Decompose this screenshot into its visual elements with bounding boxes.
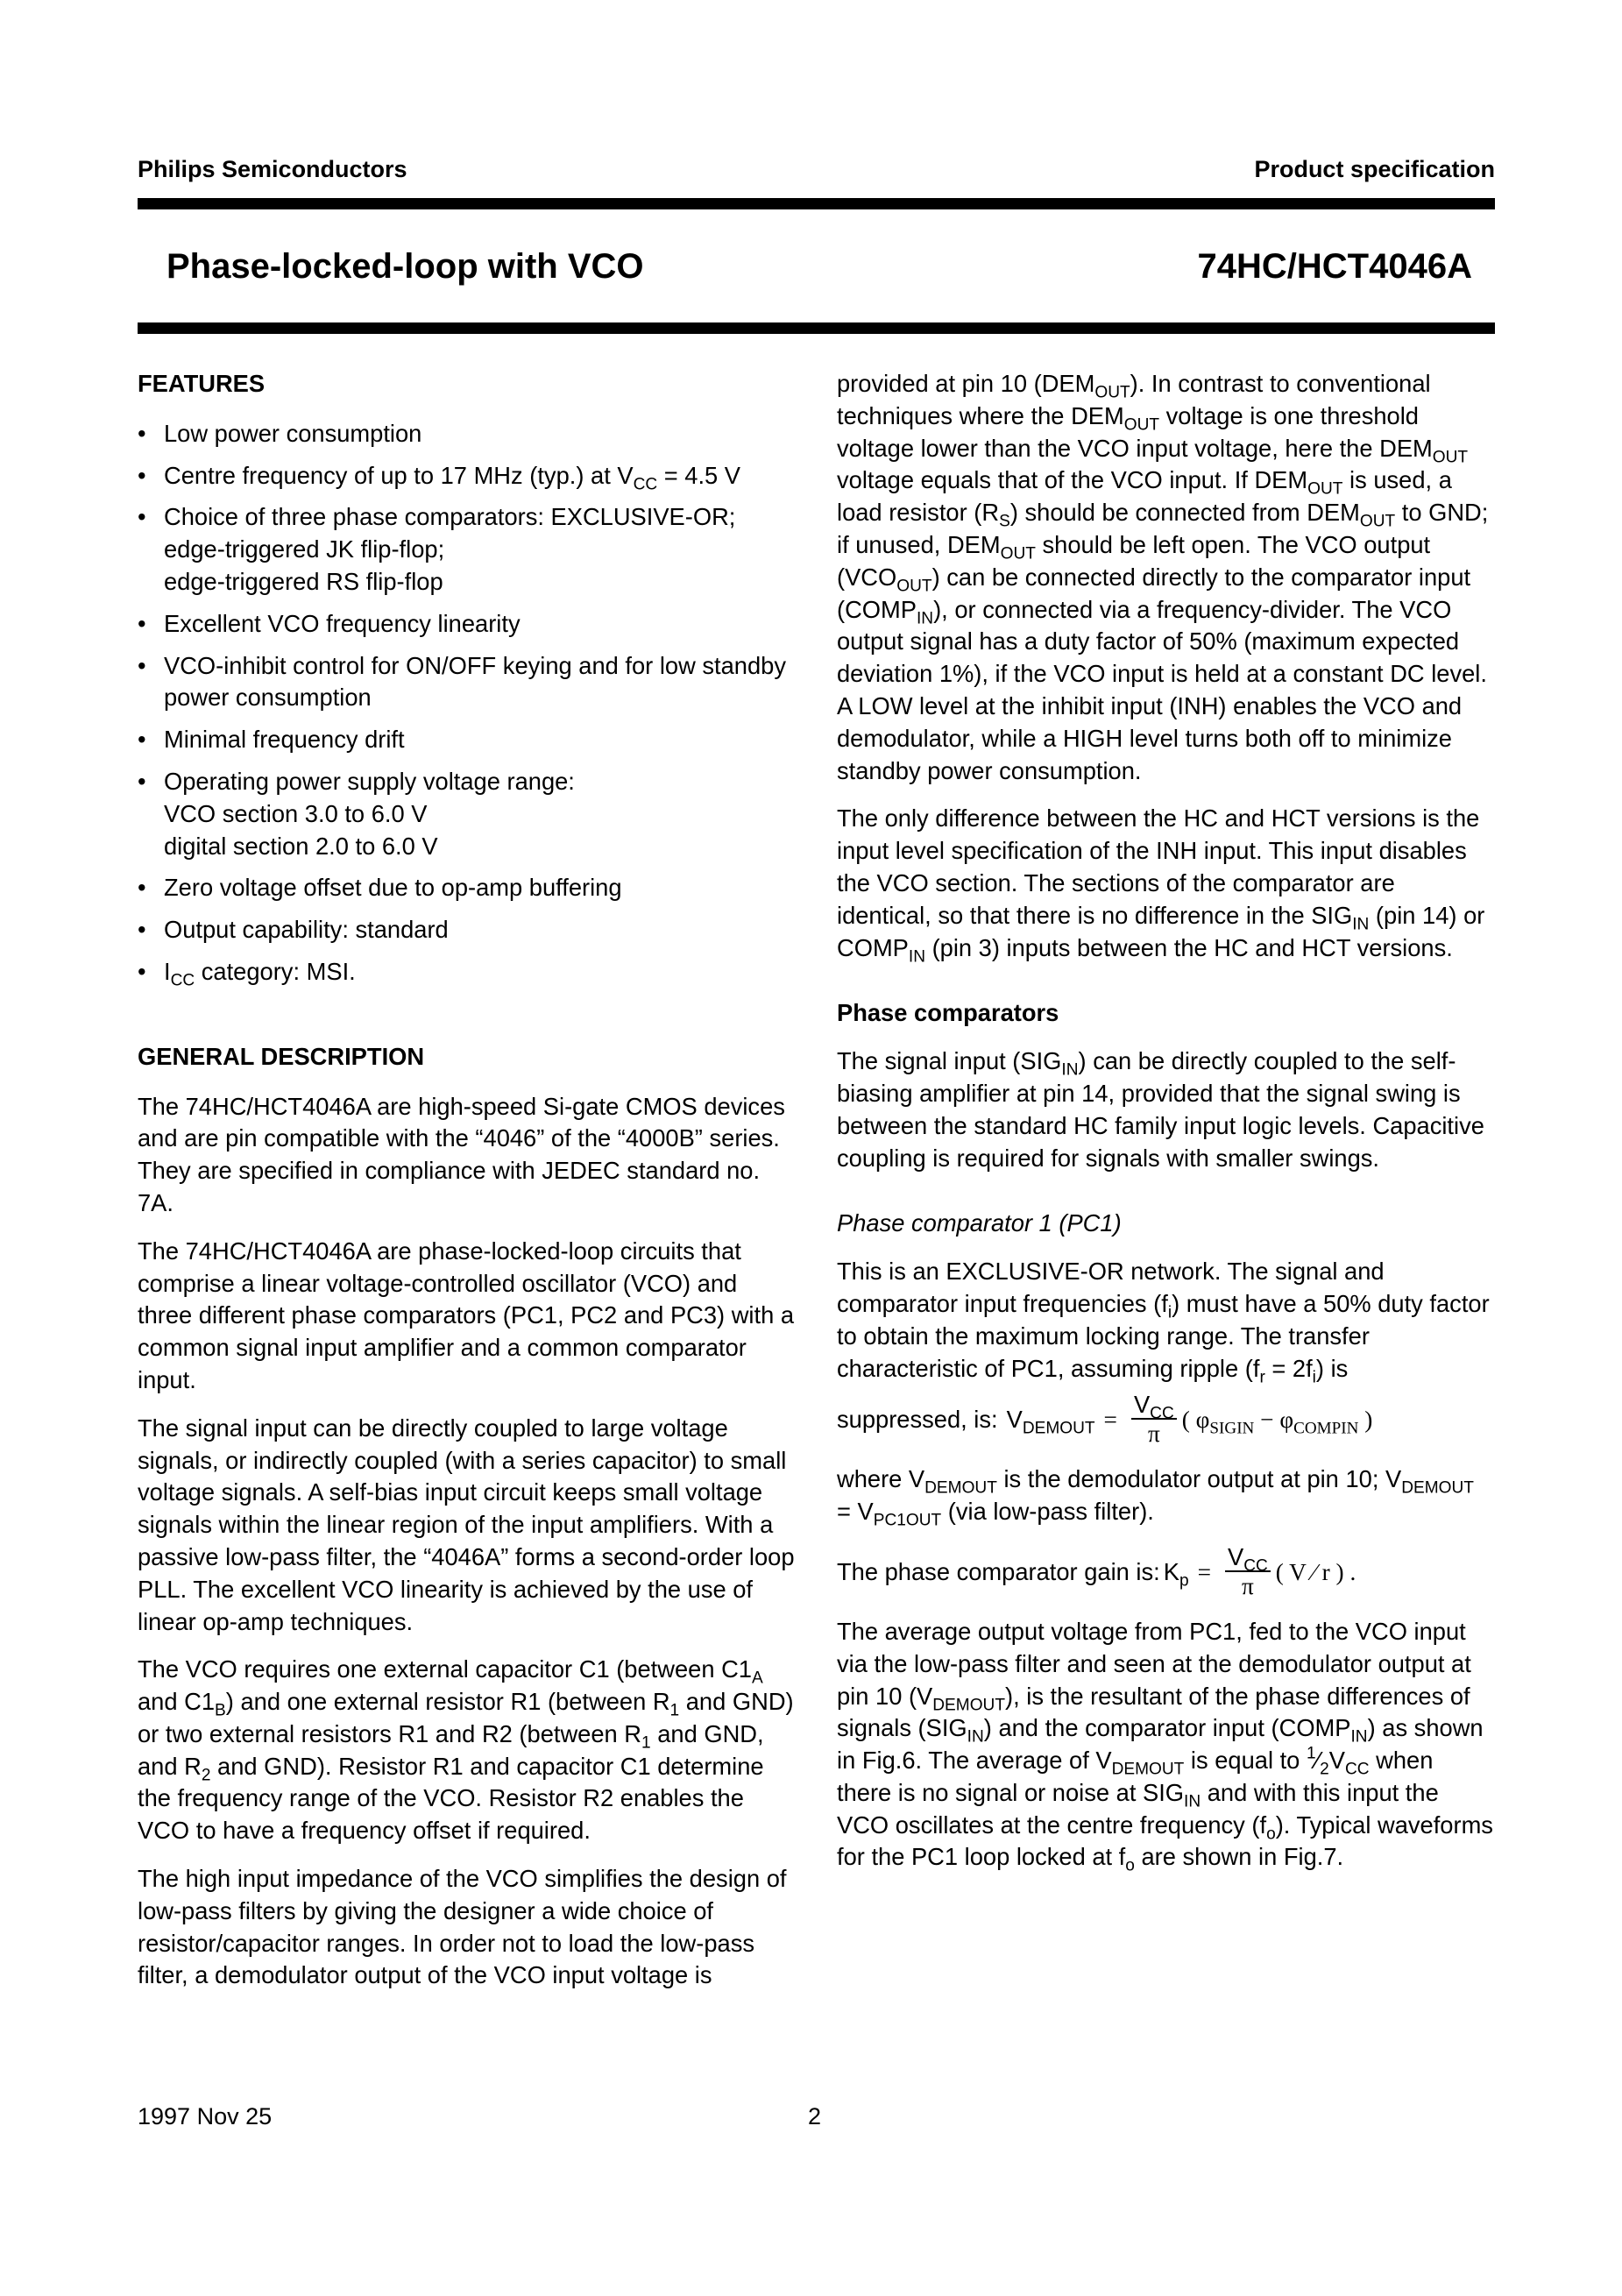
- equation-lhs: $K_p$: [1163, 1557, 1189, 1591]
- transfer-equation: suppressed, is: $V_{DEMOUT}$ = $\frac{V_{CC}}{\pi}$ ( $\varphi_{SIGIN} - \varphi_{COMPIN}$ ): [837, 1391, 1373, 1448]
- features-list: [138, 418, 795, 989]
- company-name: Philips Semiconductors: [138, 156, 407, 182]
- feature-item: • Centre frequency of up to 17 MHz (typ.) at $V_{CC} = 4.5$ V: [138, 460, 795, 493]
- left-column: [138, 368, 795, 2008]
- equation-fraction: [1225, 1544, 1271, 1600]
- feature-item: • Excellent VCO frequency linearity: [138, 608, 795, 641]
- equation-prefix: The phase comparator gain is:: [837, 1557, 1160, 1585]
- feature-item: • Operating power supply voltage range: VCO section 3.0 to 6.0 V digital section 2.0 to 6.0 V: [138, 766, 795, 862]
- body-paragraph: The average output voltage from PC1, fed to the VCO input via the low-pass filter and seen at the demodulator output at pin 10 $(V_{DEMOUT})$, is the resultant of the phase differences of signals $(SIG_{IN})$ and the comparator input $(COMP_{IN})$ as shown in Fig.6. The average of $V_{DEMOUT}$ is equal to $^1⁄_2V_{CC}$ when there is no signal or noise at $SIG_{IN}$ and with this input the VCO oscillates at the centre frequency $(f_o)$. Typical waveforms for the PC1 loop locked at $f_o$ are shown in Fig.7.: [837, 1617, 1493, 1876]
- general-description-paragraph: The signal input can be directly coupled to large voltage signals, or indirectly coupled (with a series capacitor) to small voltage signals. A self-bias input circuit keeps small voltage signals within the linear region of the input amplifiers. With a passive low-pass filter, the “4046A” forms a second-order loop PLL. The excellent VCO linearity is achieved by the use of linear op-amp techniques.: [138, 1414, 795, 1635]
- feature-item: • Output capability: standard: [138, 914, 795, 946]
- features-heading: FEATURES: [138, 370, 266, 397]
- document-title: Phase-locked-loop with VCO: [166, 247, 644, 286]
- fraction-denominator: π: [1241, 1572, 1254, 1599]
- general-description-paragraph: The high input impedance of the VCO simplifies the design of low-pass filters by giving the designer a wide choice of resistor/capacitor ranges. In order not to load the low-pass filter, a demodulator output of the VCO input voltage is: [138, 1865, 787, 1989]
- feature-item: • Low power consumption: [138, 418, 795, 450]
- equation-lhs: $V_{DEMOUT}$: [1006, 1405, 1095, 1438]
- title-row: [166, 247, 1472, 300]
- page-number: 2: [808, 2103, 822, 2129]
- feature-item: • $I_{CC}$ category: MSI.: [138, 956, 795, 989]
- body-paragraph: where $V_{DEMOUT}$ is the demodulator output at pin 10; $V_{DEMOUT} = V_{PC1OUT}$ (via low-pass filter).: [837, 1465, 1474, 1530]
- document-type: Product specification: [1254, 156, 1495, 182]
- equation-rhs: ( V ⁄ r ) .: [1275, 1558, 1356, 1585]
- feature-item: • Zero voltage offset due to op-amp buffering: [138, 872, 795, 904]
- general-description-paragraph: The 74HC/HCT4046A are high-speed Si-gate CMOS devices and are pin compatible with the “4046” of the “4000B” series. They are specified in compliance with JEDEC standard no. 7A.: [138, 1092, 785, 1216]
- body-paragraph: The only difference between the HC and HCT versions is the input level specification of the INH input. This input disables the VCO section. The sections of the comparator are identical, so that there is no difference in the $SIG_{IN}$ (pin 14) or $COMP_{IN}$ (pin 3) inputs between the HC and HCT versions.: [837, 804, 1485, 967]
- part-number: 74HC/HCT4046A: [1197, 247, 1472, 286]
- feature-item: • Minimal frequency drift: [138, 724, 795, 756]
- general-description-paragraph: The 74HC/HCT4046A are phase-locked-loop circuits that comprise a linear voltage-controlled oscillator (VCO) and three different phase comparators (PC1, PC2 and PC3) with a common signal input amplifier and a common comparator input.: [138, 1237, 795, 1393]
- equation-rhs: ( $\varphi_{SIGIN} - \varphi_{COMPIN}$ ): [1181, 1406, 1373, 1438]
- pc1-heading: Phase comparator 1 (PC1): [837, 1209, 1122, 1237]
- fraction-denominator: π: [1147, 1421, 1160, 1448]
- running-header: [138, 156, 1495, 191]
- footer-date: 1997 Nov 25: [138, 2103, 273, 2129]
- fraction-numerator: $V_{CC}$: [1131, 1392, 1177, 1420]
- feature-item: • VCO-inhibit control for ON/OFF keying and for low standby power consumption: [138, 650, 795, 715]
- body-paragraph: provided at pin 10 $(DEM_{OUT})$. In contrast to conventional techniques where the $DEM_{OUT}$ voltage is one threshold voltage lower than the VCO input voltage, here the $DEM_{OUT}$ voltage equals that of the VCO input. If $DEM_{OUT}$ is used, a load resistor $(R_S)$ should be connected from $DEM_{OUT}$ to GND; if unused, $DEM_{OUT}$ should be left open. The VCO output $(VCO_{OUT})$ can be connected directly to the comparator input $(COMP_{IN})$, or connected via a frequency-divider. The VCO output signal has a duty factor of 50% (maximum expected deviation 1%), if the VCO input is held at a constant DC level. A LOW level at the inhibit input (INH) enables the VCO and demodulator, while a HIGH level turns both off to minimize standby power consumption.: [837, 370, 1489, 784]
- right-column: [837, 368, 1494, 1889]
- equation-prefix: suppressed, is:: [837, 1405, 998, 1433]
- general-description-heading: GENERAL DESCRIPTION: [138, 1042, 425, 1070]
- header-rule-top: [138, 198, 1495, 209]
- body-paragraph: The signal input $(SIG_{IN})$ can be directly coupled to the self-biasing amplifier at pin 14, provided that the signal swing is between the standard HC family input logic levels. Capacitive coupling is required for signals with smaller swings.: [837, 1047, 1484, 1172]
- header-rule-bottom: [138, 322, 1495, 334]
- feature-item: • Choice of three phase comparators: EXCLUSIVE-OR; edge-triggered JK flip-flop; edge-triggered RS flip-flop: [138, 501, 795, 598]
- gain-equation: The phase comparator gain is: $K_p$ = $\frac{V_{CC}}{\pi}$ ( V ⁄ r ) .: [837, 1542, 1356, 1599]
- phase-comparators-heading: Phase comparators: [837, 999, 1059, 1027]
- equation-fraction: [1131, 1392, 1177, 1448]
- general-description-paragraph: The VCO requires one external capacitor C1 (between $C1_A$ and $C1_B$) and one external resistor R1 (between $R_1$ and GND) or two external resistors R1 and R2 (between $R_1$ and GND, and $R_2$ and GND). Resistor R1 and capacitor C1 determine the frequency range of the VCO. Resistor R2 enables the VCO to have a frequency offset if required.: [138, 1655, 794, 1845]
- fraction-numerator: $V_{CC}$: [1225, 1544, 1271, 1572]
- body-paragraph: This is an EXCLUSIVE-OR network. The signal and comparator input frequencies $(f_i)$ must have a 50% duty factor to obtain the maximum locking range. The transfer characteristic of PC1, assuming ripple $(f_r = 2f_i)$ is: [837, 1258, 1490, 1387]
